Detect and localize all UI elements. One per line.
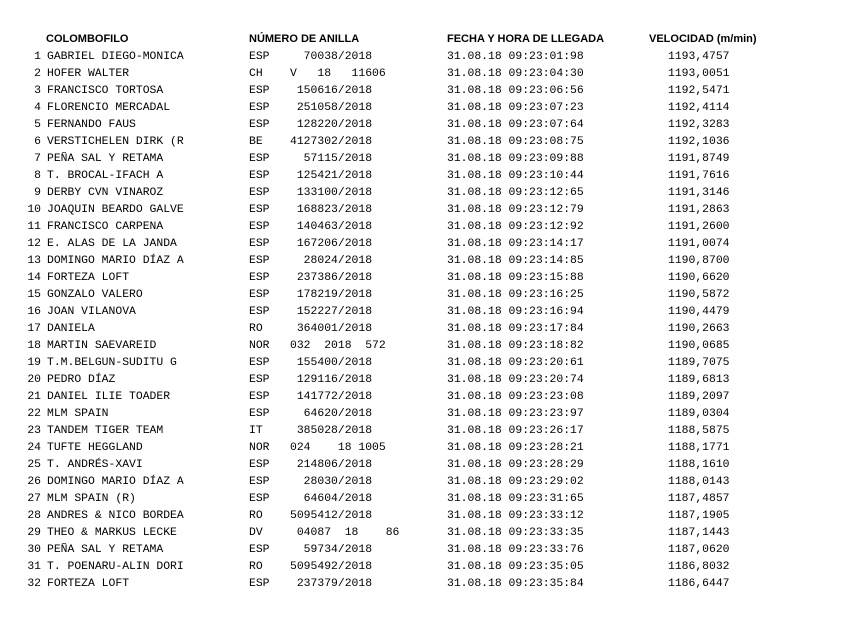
- arrival-time-cell: 31.08.18 09:23:06:56: [447, 85, 584, 97]
- ring-number-cell: ESP 237386/2018: [249, 272, 373, 284]
- arrival-time-cell: 31.08.18 09:23:14:85: [447, 255, 584, 267]
- arrival-time-cell: 31.08.18 09:23:04:30: [447, 68, 584, 80]
- position-cell: 23: [27, 425, 41, 437]
- header-speed: VELOCIDAD (m/min): [649, 33, 757, 45]
- speed-cell: 1192,5471: [668, 85, 730, 97]
- position-cell: 22: [27, 408, 41, 420]
- table-row: [0, 66, 850, 83]
- table-row: [0, 168, 850, 185]
- ring-number-cell: ESP 237379/2018: [249, 578, 373, 590]
- speed-cell: 1186,6447: [668, 578, 730, 590]
- arrival-time-cell: 31.08.18 09:23:08:75: [447, 136, 584, 148]
- table-row: [0, 185, 850, 202]
- fancier-cell: DOMINGO MARIO DÍAZ A: [47, 476, 184, 488]
- arrival-time-cell: 31.08.18 09:23:12:65: [447, 187, 584, 199]
- table-row: [0, 219, 850, 236]
- speed-cell: 1192,3283: [668, 119, 730, 131]
- table-row: [0, 134, 850, 151]
- position-cell: 10: [27, 204, 41, 216]
- fancier-cell: FRANCISCO CARPENA: [47, 221, 164, 233]
- fancier-cell: DERBY CVN VINAROZ: [47, 187, 164, 199]
- speed-cell: 1191,3146: [668, 187, 730, 199]
- arrival-time-cell: 31.08.18 09:23:01:98: [447, 51, 584, 63]
- ring-number-cell: ESP 168823/2018: [249, 204, 373, 216]
- position-cell: 28: [27, 510, 41, 522]
- arrival-time-cell: 31.08.18 09:23:16:94: [447, 306, 584, 318]
- position-cell: 26: [27, 476, 41, 488]
- arrival-time-cell: 31.08.18 09:23:28:29: [447, 459, 584, 471]
- speed-cell: 1188,1610: [668, 459, 730, 471]
- speed-cell: 1186,8032: [668, 561, 730, 573]
- speed-cell: 1190,6620: [668, 272, 730, 284]
- table-row: [0, 559, 850, 576]
- speed-cell: 1193,0051: [668, 68, 730, 80]
- table-row: [0, 440, 850, 457]
- position-cell: 17: [27, 323, 41, 335]
- fancier-cell: FERNANDO FAUS: [47, 119, 136, 131]
- ring-number-cell: NOR 032 2018 572: [249, 340, 386, 352]
- table-row: [0, 202, 850, 219]
- arrival-time-cell: 31.08.18 09:23:23:08: [447, 391, 584, 403]
- ring-number-cell: ESP 141772/2018: [249, 391, 373, 403]
- table-header: [0, 33, 850, 49]
- position-cell: 15: [27, 289, 41, 301]
- ring-number-cell: ESP 64620/2018: [249, 408, 373, 420]
- position-cell: 2: [34, 68, 41, 80]
- arrival-time-cell: 31.08.18 09:23:20:74: [447, 374, 584, 386]
- speed-cell: 1190,5872: [668, 289, 730, 301]
- fancier-cell: GONZALO VALERO: [47, 289, 143, 301]
- speed-cell: 1192,1036: [668, 136, 730, 148]
- arrival-time-cell: 31.08.18 09:23:17:84: [447, 323, 584, 335]
- position-cell: 29: [27, 527, 41, 539]
- results-table: [0, 49, 850, 593]
- arrival-time-cell: 31.08.18 09:23:33:12: [447, 510, 584, 522]
- arrival-time-cell: 31.08.18 09:23:09:88: [447, 153, 584, 165]
- header-arrival-time: FECHA Y HORA DE LLEGADA: [447, 33, 605, 45]
- fancier-cell: FORTEZA LOFT: [47, 578, 130, 590]
- fancier-cell: DANIELA: [47, 323, 95, 335]
- ring-number-cell: IT 385028/2018: [249, 425, 373, 437]
- position-cell: 32: [27, 578, 41, 590]
- speed-cell: 1187,1443: [668, 527, 730, 539]
- ring-number-cell: ESP 155400/2018: [249, 357, 373, 369]
- position-cell: 16: [27, 306, 41, 318]
- table-row: [0, 474, 850, 491]
- position-cell: 30: [27, 544, 41, 556]
- ring-number-cell: DV 04087 18 86: [249, 527, 400, 539]
- arrival-time-cell: 31.08.18 09:23:15:88: [447, 272, 584, 284]
- table-row: [0, 304, 850, 321]
- table-row: [0, 321, 850, 338]
- arrival-time-cell: 31.08.18 09:23:29:02: [447, 476, 584, 488]
- table-row: [0, 406, 850, 423]
- fancier-cell: FORTEZA LOFT: [47, 272, 130, 284]
- position-cell: 5: [34, 119, 41, 131]
- fancier-cell: FRANCISCO TORTOSA: [47, 85, 164, 97]
- speed-cell: 1189,0304: [668, 408, 730, 420]
- position-cell: 21: [27, 391, 41, 403]
- ring-number-cell: ESP 125421/2018: [249, 170, 373, 182]
- fancier-cell: T. ANDRÉS-XAVI: [47, 459, 143, 471]
- ring-number-cell: ESP 57115/2018: [249, 153, 373, 165]
- position-cell: 3: [34, 85, 41, 97]
- fancier-cell: HOFER WALTER: [47, 68, 130, 80]
- ring-number-cell: ESP 140463/2018: [249, 221, 373, 233]
- arrival-time-cell: 31.08.18 09:23:35:84: [447, 578, 584, 590]
- fancier-cell: VERSTICHELEN DIRK (R: [47, 136, 184, 148]
- fancier-cell: THEO & MARKUS LECKE: [47, 527, 177, 539]
- table-row: [0, 236, 850, 253]
- fancier-cell: MLM SPAIN (R): [47, 493, 136, 505]
- arrival-time-cell: 31.08.18 09:23:16:25: [447, 289, 584, 301]
- arrival-time-cell: 31.08.18 09:23:31:65: [447, 493, 584, 505]
- arrival-time-cell: 31.08.18 09:23:12:92: [447, 221, 584, 233]
- speed-cell: 1191,2863: [668, 204, 730, 216]
- table-row: [0, 423, 850, 440]
- position-cell: 18: [27, 340, 41, 352]
- position-cell: 25: [27, 459, 41, 471]
- fancier-cell: JOAN VILANOVA: [47, 306, 136, 318]
- arrival-time-cell: 31.08.18 09:23:26:17: [447, 425, 584, 437]
- fancier-cell: GABRIEL DIEGO-MONICA: [47, 51, 184, 63]
- speed-cell: 1193,4757: [668, 51, 730, 63]
- speed-cell: 1190,0685: [668, 340, 730, 352]
- ring-number-cell: ESP 59734/2018: [249, 544, 373, 556]
- fancier-cell: T. BROCAL-IFACH A: [47, 170, 164, 182]
- arrival-time-cell: 31.08.18 09:23:10:44: [447, 170, 584, 182]
- ring-number-cell: ESP 150616/2018: [249, 85, 373, 97]
- fancier-cell: JOAQUIN BEARDO GALVE: [47, 204, 184, 216]
- table-row: [0, 491, 850, 508]
- speed-cell: 1191,0074: [668, 238, 730, 250]
- arrival-time-cell: 31.08.18 09:23:33:76: [447, 544, 584, 556]
- table-row: [0, 542, 850, 559]
- position-cell: 14: [27, 272, 41, 284]
- table-row: [0, 287, 850, 304]
- fancier-cell: PEÑA SAL Y RETAMA: [47, 153, 164, 165]
- ring-number-cell: RO 5095412/2018: [249, 510, 373, 522]
- fancier-cell: TUFTE HEGGLAND: [47, 442, 143, 454]
- table-row: [0, 355, 850, 372]
- ring-number-cell: ESP 70038/2018: [249, 51, 373, 63]
- ring-number-cell: ESP 128220/2018: [249, 119, 373, 131]
- header-ring-number: NÚMERO DE ANILLA: [249, 33, 360, 45]
- speed-cell: 1190,8700: [668, 255, 730, 267]
- speed-cell: 1189,2097: [668, 391, 730, 403]
- ring-number-cell: RO 5095492/2018: [249, 561, 373, 573]
- ring-number-cell: CH V 18 11606: [249, 68, 386, 80]
- position-cell: 24: [27, 442, 41, 454]
- speed-cell: 1187,0620: [668, 544, 730, 556]
- position-cell: 31: [27, 561, 41, 573]
- speed-cell: 1191,8749: [668, 153, 730, 165]
- arrival-time-cell: 31.08.18 09:23:33:35: [447, 527, 584, 539]
- position-cell: 4: [34, 102, 41, 114]
- speed-cell: 1189,6813: [668, 374, 730, 386]
- position-cell: 27: [27, 493, 41, 505]
- table-row: [0, 508, 850, 525]
- arrival-time-cell: 31.08.18 09:23:07:64: [447, 119, 584, 131]
- position-cell: 8: [34, 170, 41, 182]
- position-cell: 11: [27, 221, 41, 233]
- arrival-time-cell: 31.08.18 09:23:12:79: [447, 204, 584, 216]
- speed-cell: 1188,5875: [668, 425, 730, 437]
- arrival-time-cell: 31.08.18 09:23:07:23: [447, 102, 584, 114]
- fancier-cell: PEDRO DÍAZ: [47, 374, 116, 386]
- position-cell: 9: [34, 187, 41, 199]
- table-row: [0, 576, 850, 593]
- fancier-cell: MARTIN SAEVAREID: [47, 340, 157, 352]
- ring-number-cell: ESP 214806/2018: [249, 459, 373, 471]
- fancier-cell: T. POENARU-ALIN DORI: [47, 561, 184, 573]
- ring-number-cell: ESP 64604/2018: [249, 493, 373, 505]
- position-cell: 12: [27, 238, 41, 250]
- fancier-cell: MLM SPAIN: [47, 408, 109, 420]
- fancier-cell: ANDRES & NICO BORDEA: [47, 510, 184, 522]
- ring-number-cell: NOR 024 18 1005: [249, 442, 386, 454]
- fancier-cell: DOMINGO MARIO DÍAZ A: [47, 255, 184, 267]
- fancier-cell: FLORENCIO MERCADAL: [47, 102, 171, 114]
- ring-number-cell: ESP 28024/2018: [249, 255, 373, 267]
- ring-number-cell: RO 364001/2018: [249, 323, 373, 335]
- fancier-cell: PEÑA SAL Y RETAMA: [47, 544, 164, 556]
- speed-cell: 1189,7075: [668, 357, 730, 369]
- table-row: [0, 49, 850, 66]
- position-cell: 19: [27, 357, 41, 369]
- fancier-cell: E. ALAS DE LA JANDA: [47, 238, 177, 250]
- speed-cell: 1190,2663: [668, 323, 730, 335]
- speed-cell: 1187,4857: [668, 493, 730, 505]
- table-row: [0, 117, 850, 134]
- position-cell: 6: [34, 136, 41, 148]
- header-fancier: COLOMBOFILO: [46, 33, 129, 45]
- fancier-cell: DANIEL ILIE TOADER: [47, 391, 171, 403]
- table-row: [0, 525, 850, 542]
- speed-cell: 1187,1905: [668, 510, 730, 522]
- table-row: [0, 270, 850, 287]
- ring-number-cell: ESP 129116/2018: [249, 374, 373, 386]
- fancier-cell: T.M.BELGUN-SUDITU G: [47, 357, 177, 369]
- table-row: [0, 338, 850, 355]
- position-cell: 7: [34, 153, 41, 165]
- ring-number-cell: BE 4127302/2018: [249, 136, 373, 148]
- arrival-time-cell: 31.08.18 09:23:23:97: [447, 408, 584, 420]
- ring-number-cell: ESP 251058/2018: [249, 102, 373, 114]
- table-row: [0, 457, 850, 474]
- table-row: [0, 83, 850, 100]
- fancier-cell: TANDEM TIGER TEAM: [47, 425, 164, 437]
- position-cell: 1: [34, 51, 41, 63]
- table-row: [0, 389, 850, 406]
- arrival-time-cell: 31.08.18 09:23:28:21: [447, 442, 584, 454]
- speed-cell: 1188,1771: [668, 442, 730, 454]
- arrival-time-cell: 31.08.18 09:23:18:82: [447, 340, 584, 352]
- speed-cell: 1191,7616: [668, 170, 730, 182]
- speed-cell: 1191,2600: [668, 221, 730, 233]
- table-row: [0, 151, 850, 168]
- speed-cell: 1192,4114: [668, 102, 730, 114]
- arrival-time-cell: 31.08.18 09:23:20:61: [447, 357, 584, 369]
- position-cell: 13: [27, 255, 41, 267]
- table-row: [0, 100, 850, 117]
- ring-number-cell: ESP 152227/2018: [249, 306, 373, 318]
- arrival-time-cell: 31.08.18 09:23:35:05: [447, 561, 584, 573]
- arrival-time-cell: 31.08.18 09:23:14:17: [447, 238, 584, 250]
- table-row: [0, 372, 850, 389]
- ring-number-cell: ESP 178219/2018: [249, 289, 373, 301]
- ring-number-cell: ESP 133100/2018: [249, 187, 373, 199]
- ring-number-cell: ESP 28030/2018: [249, 476, 373, 488]
- ring-number-cell: ESP 167206/2018: [249, 238, 373, 250]
- speed-cell: 1188,0143: [668, 476, 730, 488]
- table-row: [0, 253, 850, 270]
- position-cell: 20: [27, 374, 41, 386]
- speed-cell: 1190,4479: [668, 306, 730, 318]
